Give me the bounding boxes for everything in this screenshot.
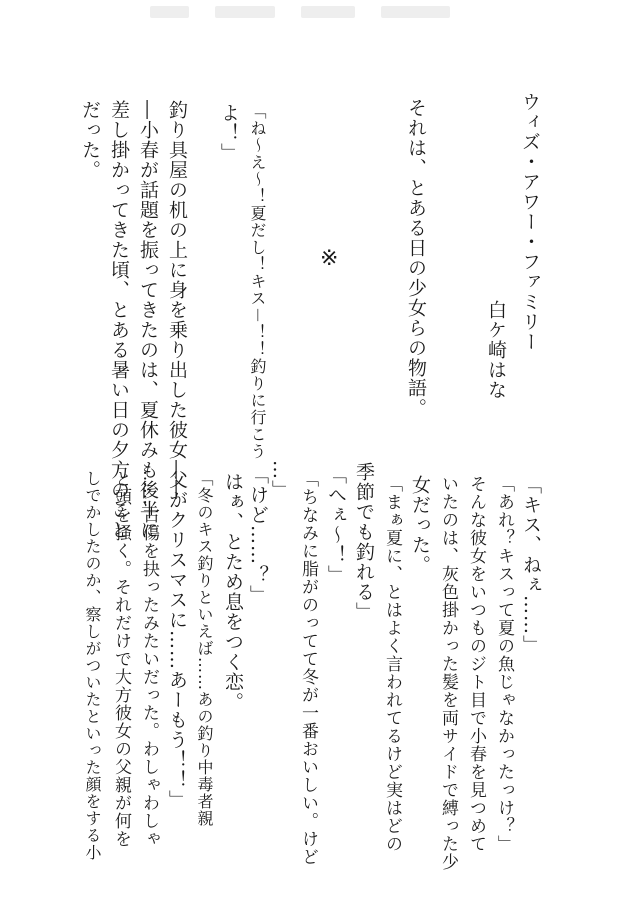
body-line-l7: 季節でも釣れる」 [353,462,375,622]
body-line-u2: よ！」 [218,103,240,163]
body-line-l8: 「へぇ～！」 [325,465,347,585]
body-line-l12: はぁ、とため息をつく恋。 [222,472,244,712]
body-line-l10: …」 [269,460,291,500]
body-line-l4: いたのは、灰色掛かった髪を両サイドで縛った少 [438,475,458,871]
story-author: 白ケ崎はな [485,300,507,400]
body-line-u5: 差し掛かってきた頃、とある暑い日の夕方のこと [108,100,130,540]
body-line-l15: ……古傷を抉ったみたいだった。わしゃわしゃ [139,470,159,848]
body-line-l13: 「冬のキス釣りといえば……あの釣り中毒者親 [195,470,214,827]
body-line-l3: そんな彼女をいつものジト目で小春を見つめて [466,475,486,853]
body-line-l14: 父がクリスマスに……あーもう！！」 [166,470,188,810]
body-line-l11: 「けど……？」 [247,465,269,605]
story-title: ウィズ・アワー・ファミリー [519,92,541,352]
bleed-through-text [150,6,450,22]
body-line-u6: だった。 [79,100,101,180]
scene-break-mark: ※ [320,246,339,271]
body-line-l9: 「ちなみに脂がのってて冬が一番おいしい。けど [298,470,318,866]
body-line-l16: と頭を掻く。それだけで大方彼女の父親が何を [111,470,131,848]
body-line-l5: 女だった。 [409,475,431,575]
body-line-u4: ―小春が話題を振ってきたのは、夏休みも後半に [137,100,159,540]
lead-line: それは、とある日の少女らの物語。 [405,98,427,418]
body-line-l6: 「まぁ夏に、とはよく言われてるけど実はどの [382,475,402,853]
body-line-u1: 「ね～え～！夏だし！キス－！！釣りに行こう [248,103,267,461]
body-line-u3: 釣り具屋の机の上に身を乗り出した彼女―― [166,100,188,500]
body-line-l17: しでかしたのか、察しがついたといった顔をする小 [83,470,102,861]
body-line-l2: 「あれ？キスって夏の魚じゃなかったっけ？」 [494,475,514,853]
body-line-l1: 「キス、ねぇ……」 [520,475,542,655]
